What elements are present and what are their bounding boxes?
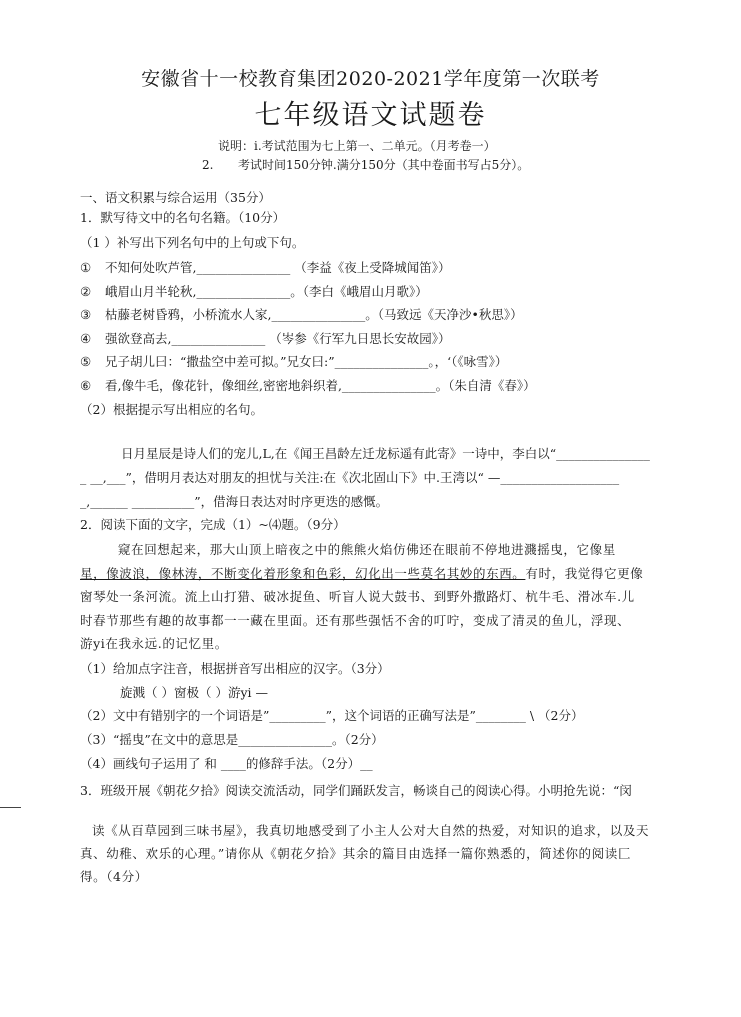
- exam-note-2: 考试时间150分钟.满分150分（其中卷面书写占5分）。: [238, 158, 530, 172]
- question-3-text-4: 得。（4分）: [80, 869, 148, 884]
- list-item-mark: ⑤: [80, 354, 92, 369]
- list-item: 强欲登高去,_______________ （岑参《行军九日思长安故园》）: [105, 331, 451, 346]
- list-item: 枯藤老树昏鸦，小桥流水人家,_______________。（马致远《天净沙•秋思》）: [105, 307, 523, 322]
- list-item-mark: ①: [80, 260, 92, 275]
- exam-title-line1: 安徽省十一校教育集团2020-2021学年度第一次联考: [141, 68, 600, 90]
- question-1-sub1: （1 ）补写出下列名句中的上句或下句。: [80, 235, 305, 250]
- margin-mark: [0, 807, 21, 808]
- question-2-sub1-blanks: 旋溅（ ）窗极（ ）游yi —: [120, 685, 268, 700]
- question-1-sub2-text-3: _,______ __________”，借海日表达对时序更迭的感慨。: [80, 494, 389, 509]
- section-heading: 一、语文积累与综合运用（35分）: [80, 190, 271, 205]
- question-1-sub2-text-2: _ __,___”，借明月表达对朋友的担忧与关注:在《次北固山下》中.王湾以“ —___________________: [80, 470, 620, 485]
- passage-line: 窗琴处一条河流。流上山打猎、破冰捉鱼、听盲人说大鼓书、到野外撒路灯、杭牛毛、滑冰车.儿: [80, 589, 635, 604]
- question-3-body: [80, 819, 662, 888]
- reading-passage: [80, 538, 662, 656]
- question-3-text-3: 真、幼稚、欢乐的心理。”请你从《朝花夕拾》其余的篇目由选择一篇你熟悉的，简述你的阅读匚: [80, 846, 631, 861]
- question-1-title: 1．默写待文中的名句名籍。（10分）: [80, 210, 286, 225]
- passage-line: 时春节那些有趣的故事都一一藏在里面。还有那些强恬不舍的叮咛，变成了清灵的鱼儿，浮现、: [80, 612, 631, 628]
- underlined-sentence: 星，像波浪，像林涛，不断变化着形象和色彩，幻化出一些莫名其妙的东西。: [80, 565, 526, 581]
- passage-line: [80, 562, 662, 586]
- question-2-sub3: （3）“摇曳”在文中的意思是_______________。（2分）: [80, 732, 384, 747]
- passage-line: 窥在回想起来，那大山顶上暗夜之中的熊熊火焰仿佛还在眼前不停地进濺摇曳，它像星: [118, 542, 616, 557]
- list-item-mark: ⑥: [80, 378, 92, 393]
- question-2-sub4: （4）画线句子运用了 和 ____的修辞手法。（2分）__: [80, 756, 373, 771]
- question-1-sub2-text-1: 日月星辰是诗人们的宠儿,L,在《闻王昌龄左迁龙标遥有此寄》一诗中，李白以“_______________: [121, 446, 650, 461]
- passage-text: 有时，我觉得它更像: [525, 565, 644, 581]
- question-2-sub1: （1）给加点字注音，根据拼音写出相应的汉字。（3分）: [80, 661, 390, 676]
- question-2-sub2: （2）文中有错别字的一个词语是”_________”，这个词语的正确写法是”________ \ （2分）: [80, 708, 584, 723]
- exam-note-2-number: 2.: [202, 158, 214, 172]
- list-item-mark: ③: [80, 307, 92, 322]
- question-3-text-1: 3．班级开展《朝花夕拾》阅读交流活动，同学们踊跃发言，畅谈自己的阅读心得。小明抢先说：“闵: [80, 783, 632, 798]
- question-1-sub2: （2）根据提示写出相应的名句。: [80, 402, 263, 417]
- passage-line: 游yi在我永远.的记忆里。: [80, 636, 228, 651]
- question-3-text-2: 读《从百草园到三味书屋》，我真切地感受到了小主人公对大自然的热爱，对知识的追求，以及天: [92, 823, 650, 838]
- list-item: 兄子胡儿曰：“撒盐空中差可拟。”兄女曰:”_______________。，‘（《咏雪》）: [105, 354, 508, 369]
- exam-note-1: 说明：i.考试范围为七上第一、二单元。（月考卷一）: [218, 139, 496, 153]
- question-2-title: 2．阅读下面的文字，完成（1）~⑷题。（9分）: [80, 517, 346, 532]
- exam-title-line2: 七年级语文试题卷: [254, 100, 487, 131]
- list-item: 看,像牛毛，像花针，像细丝,密密地斜织着,_______________。（朱自清《春》）: [105, 378, 536, 393]
- list-item: 峨眉山月半轮秋,_______________。（李白《峨眉山月歌》）: [105, 284, 428, 299]
- list-item: 不知何处吹芦管,_______________ （李益《夜上受降城闻笛》）: [105, 260, 451, 275]
- list-item-mark: ②: [80, 284, 92, 299]
- list-item-mark: ④: [80, 331, 92, 346]
